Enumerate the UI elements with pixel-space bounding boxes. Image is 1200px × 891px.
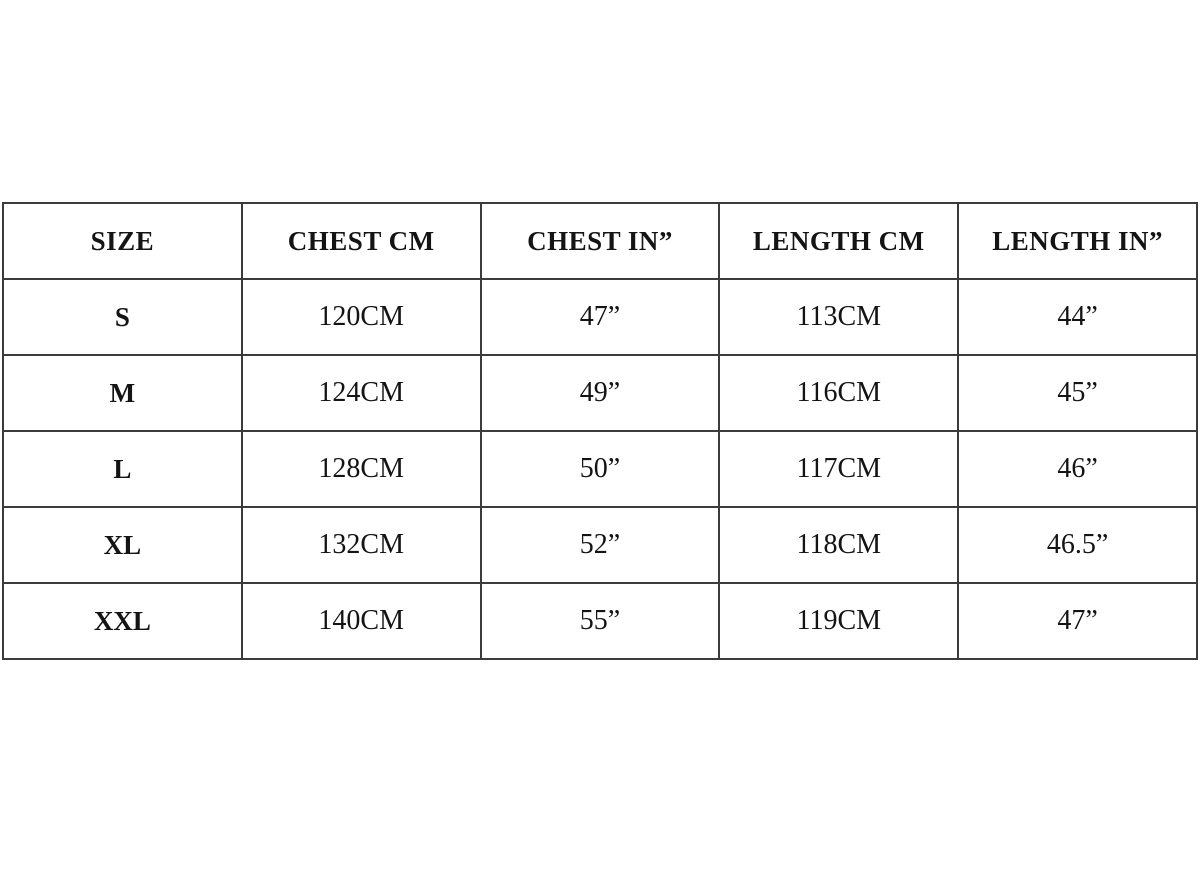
- cell-chest-in: 49”: [481, 355, 720, 431]
- cell-chest-in: 47”: [481, 279, 720, 355]
- cell-length-in: 46.5”: [958, 507, 1197, 583]
- cell-size: XXL: [3, 583, 242, 659]
- cell-size: L: [3, 431, 242, 507]
- table-row-m: [3, 355, 1197, 431]
- cell-length-cm: 116CM: [719, 355, 958, 431]
- cell-size: XL: [3, 507, 242, 583]
- cell-chest-cm: 128CM: [242, 431, 481, 507]
- cell-chest-cm: 120CM: [242, 279, 481, 355]
- header-chest-in: CHEST IN”: [481, 203, 720, 279]
- cell-chest-cm: 132CM: [242, 507, 481, 583]
- cell-size: M: [3, 355, 242, 431]
- cell-length-cm: 113CM: [719, 279, 958, 355]
- cell-chest-cm: 140CM: [242, 583, 481, 659]
- cell-chest-cm: 124CM: [242, 355, 481, 431]
- cell-chest-in: 52”: [481, 507, 720, 583]
- header-row: [3, 203, 1197, 279]
- header-length-in: LENGTH IN”: [958, 203, 1197, 279]
- size-chart-table: [2, 202, 1198, 660]
- cell-length-in: 45”: [958, 355, 1197, 431]
- table-row-xxl: [3, 583, 1197, 659]
- table-row-xl: [3, 507, 1197, 583]
- cell-chest-in: 50”: [481, 431, 720, 507]
- header-chest-cm: CHEST CM: [242, 203, 481, 279]
- cell-size: S: [3, 279, 242, 355]
- table-row-s: [3, 279, 1197, 355]
- header-length-cm: LENGTH CM: [719, 203, 958, 279]
- cell-length-cm: 119CM: [719, 583, 958, 659]
- cell-chest-in: 55”: [481, 583, 720, 659]
- cell-length-in: 46”: [958, 431, 1197, 507]
- cell-length-in: 44”: [958, 279, 1197, 355]
- cell-length-in: 47”: [958, 583, 1197, 659]
- cell-length-cm: 118CM: [719, 507, 958, 583]
- header-size: SIZE: [3, 203, 242, 279]
- cell-length-cm: 117CM: [719, 431, 958, 507]
- table-row-l: [3, 431, 1197, 507]
